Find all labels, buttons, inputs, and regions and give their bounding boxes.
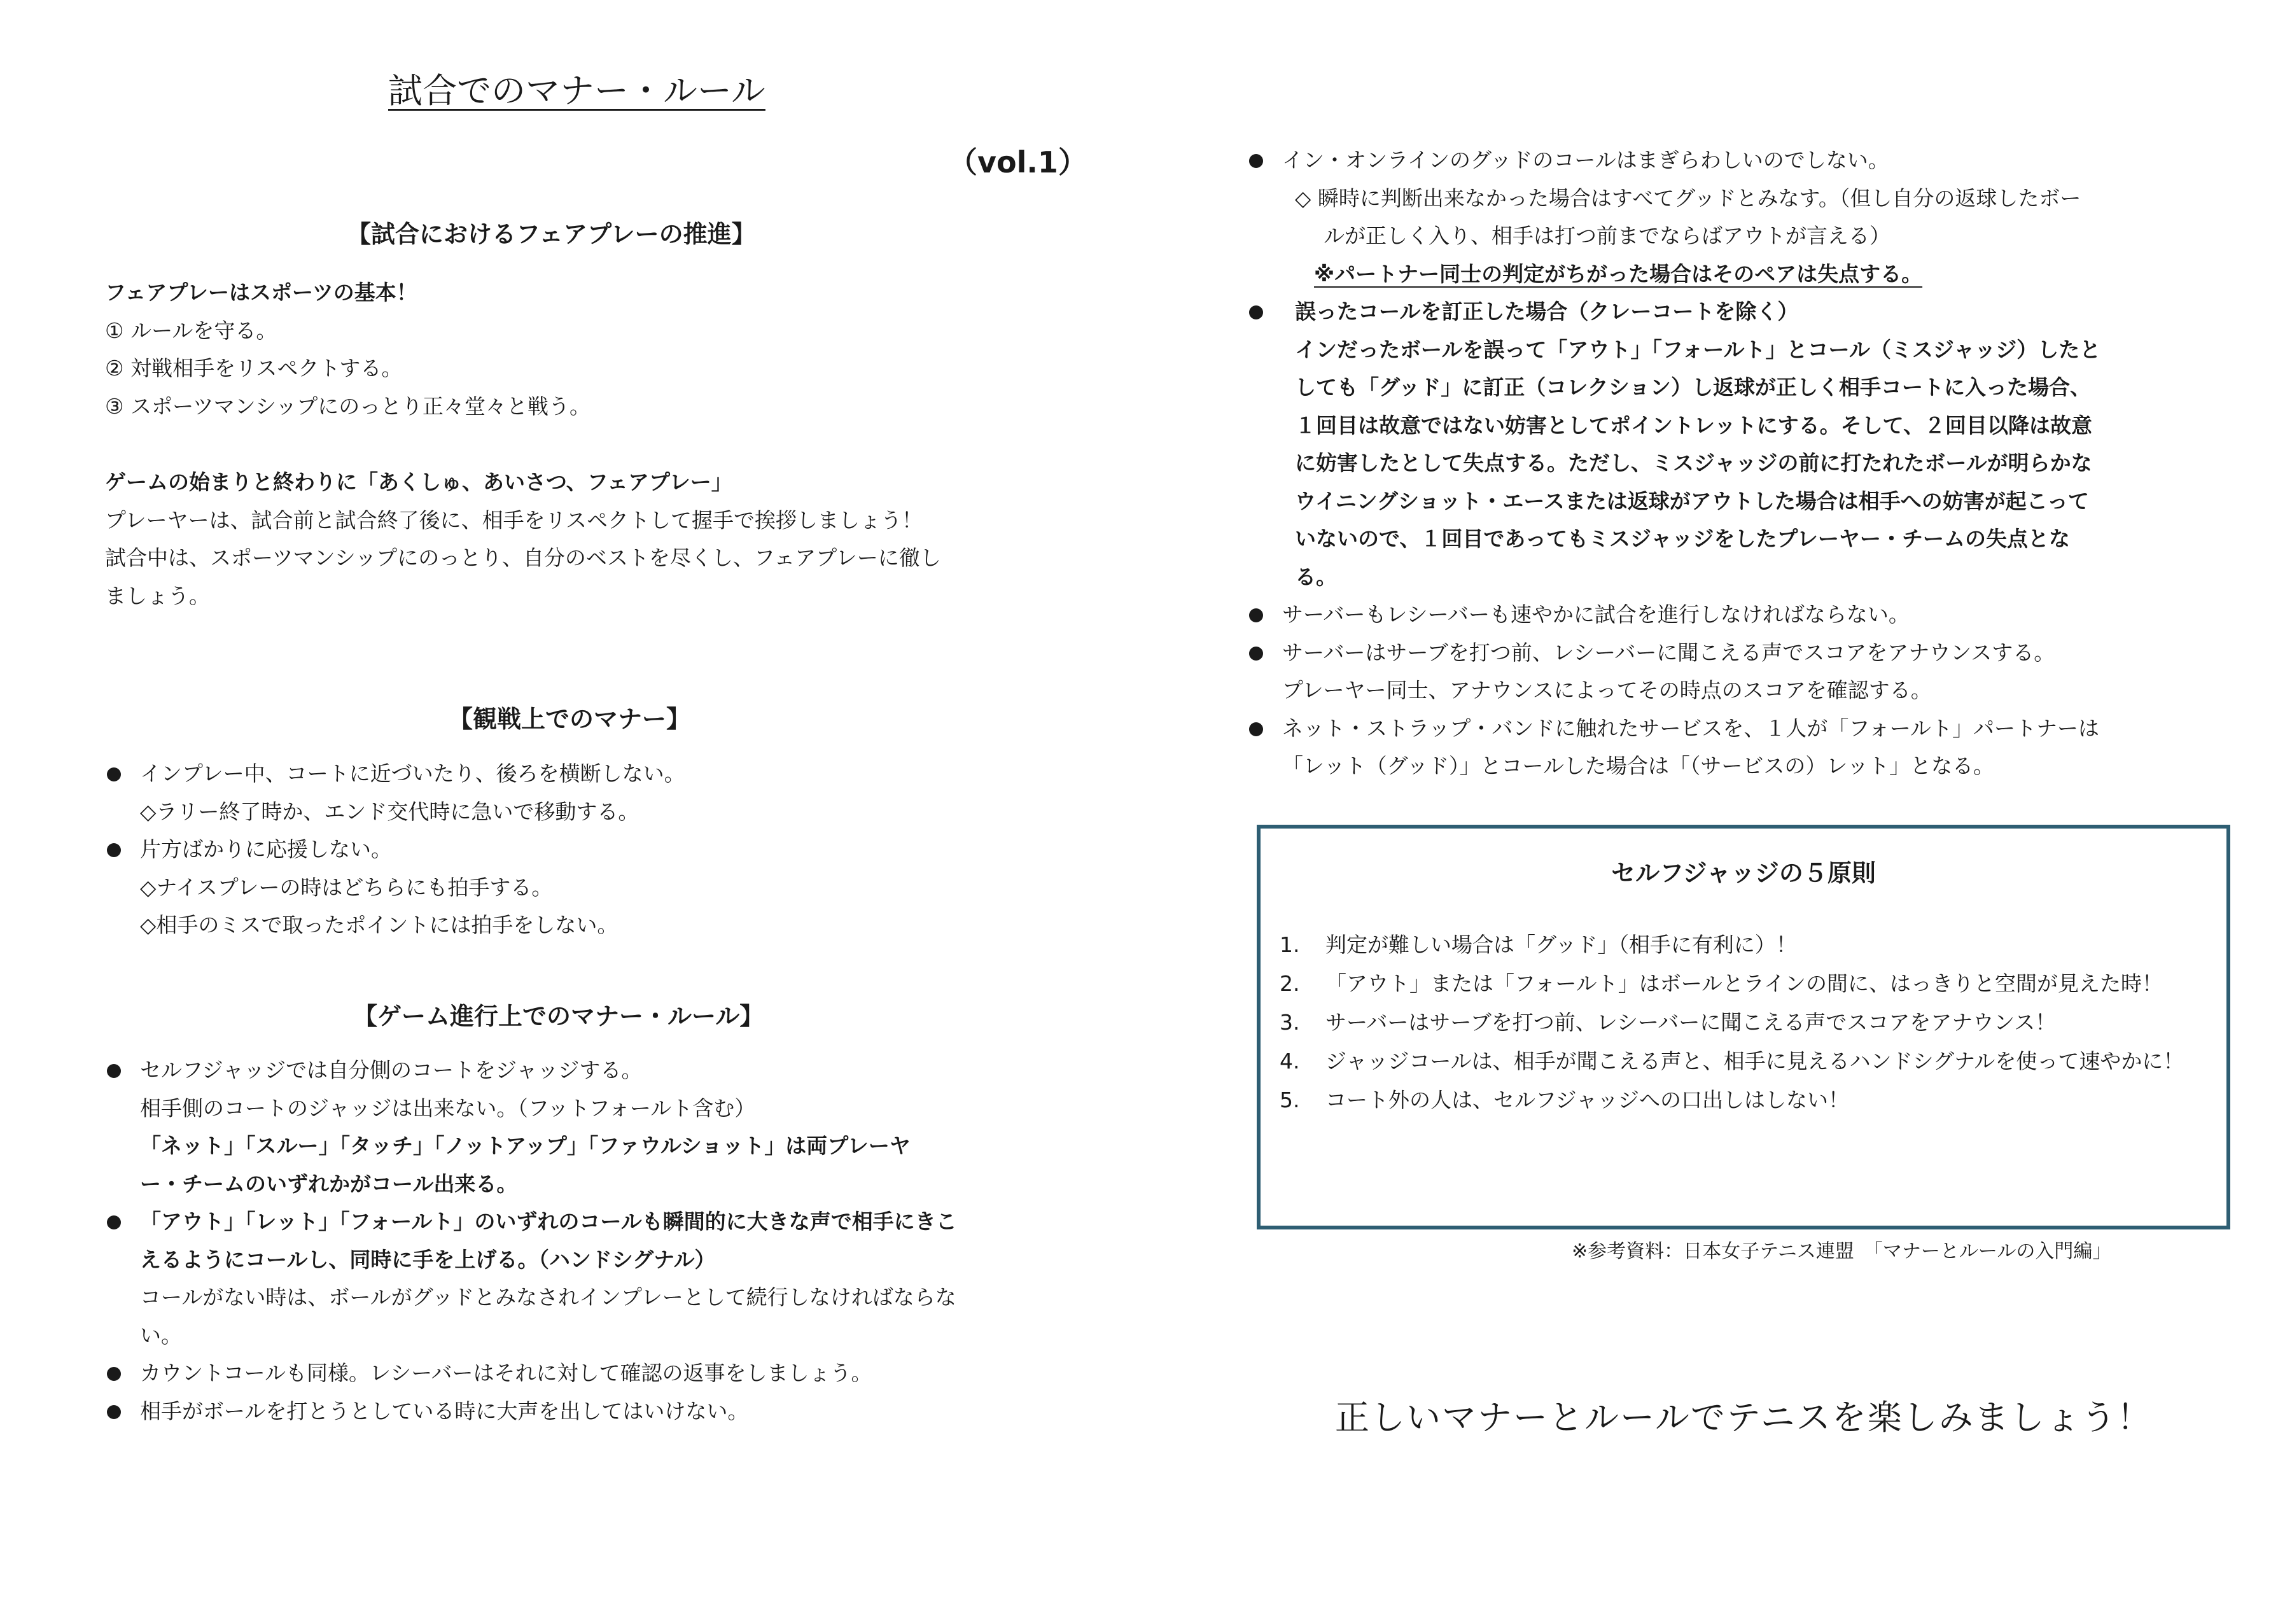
principle-number: 5. [1280,1088,1300,1112]
fairplay-item: ① ルールを守る。 [105,318,277,343]
spectator-note: ◇相手のミスで取ったポイントには拍手をしない。 [140,913,618,937]
right-line-bold: １回目は故意ではない妨害としてポイントレットにする。そして、２回目以降は故意 [1295,412,2093,438]
right-section [1247,141,2240,785]
spectator-bullet: インプレー中、コートに近づいたり、後ろを横断しない。 [105,755,1066,793]
principle-item [1280,925,2215,964]
spectator-note: ◇ナイスプレーの時はどちらにも拍手する。 [140,874,553,900]
principle-number: 4. [1280,1049,1300,1074]
spectator-bullet: 片方ばかりに応援しない。 [105,830,1066,869]
game-line: い。 [140,1322,182,1348]
principle-text: 判定が難しい場合は「グッド」（相手に有利に）！ [1325,932,1797,957]
right-bullet: サーバーもレシーバーも速やかに試合を進行しなければならない。 [1247,596,2240,634]
right-line-bold: に妨害したとして失点する。ただし、ミスジャッジの前に打たれたボールが明らかな [1295,451,2092,475]
spectator-note: ◇ラリー終了時か、エンド交代時に急いで移動する。 [140,799,639,824]
fairplay-item: ② 対戦相手をリスペクトする。 [105,356,403,381]
game-line-bold: ー・チームのいずれかがコール出来る。 [140,1171,518,1196]
principle-number: 2. [1280,971,1300,996]
game-line: コールがない時は、ボールがグッドとみなされインプレーとして続行しなければならな [140,1285,956,1310]
right-note: ルが正しく入り、相手は打つ前までならばアウトが言える） [1324,223,1890,248]
spectator-section [105,755,1066,944]
game-bullet: 相手がボールを打とうとしている時に大声を出してはいけない。 [105,1392,1066,1431]
game-line-bold: えるようにコールし、同時に手を上げる。（ハンドシグナル） [140,1247,716,1272]
game-bullet: セルフジャッジでは自分側のコートをジャッジする。 [105,1051,1066,1089]
fairplay-heading: 【試合におけるフェアプレーの推進】 [347,220,756,248]
game-heading: 【ゲーム進行上でのマナー・ルール】 [353,1002,764,1030]
principle-text: コート外の人は、セルフジャッジへの口出しはしない！ [1325,1088,1850,1112]
principle-item [1280,1042,2215,1081]
principles-heading: セルフジャッジの５原則 [1611,859,1876,887]
right-line: 「レット（グッド）」とコールした場合は「（サービスの）レット」となる。 [1282,753,1995,778]
principles-list [1280,925,2215,1119]
greeting-section [105,463,1066,615]
right-bullet: ネット・ストラップ・バンドに触れたサービスを、１人が「フォールト」パートナーは [1247,710,2240,748]
game-line: 相手側のコートのジャッジは出来ない。（フットフォールト含む） [140,1095,756,1121]
game-bullet-bold: 「アウト」「レット」「フォールト」のいずれのコールも瞬間的に大きな声で相手にきこ [105,1203,1066,1241]
principles-box [1257,825,2230,1229]
right-bullet: サーバーはサーブを打つ前、レシーバーに聞こえる声でスコアをアナウンスする。 [1247,634,2240,672]
principle-item [1280,1081,2215,1119]
right-line: プレーヤー同士、アナウンスによってその時点のスコアを確認する。 [1282,678,1932,703]
principle-text: 「アウト」または「フォールト」はボールとラインの間に、はっきりと空間が見えた時！ [1325,971,2163,996]
right-line-bold: しても「グッド」に訂正（コレクション）し返球が正しく相手コートに入った場合、 [1295,375,2092,400]
game-bullet: カウントコールも同様。レシーバーはそれに対して確認の返事をしましょう。 [105,1354,1066,1392]
greeting-line: 試合中は、スポーツマンシップにのっとり、自分のベストを尽くし、フェアプレーに徹し [105,545,941,570]
principle-item [1280,1003,2215,1042]
right-bullet-bold: 誤ったコールを訂正した場合（クレーコートを除く） [1247,293,2240,331]
volume-label: （vol.1） [948,145,1087,179]
right-bullet: イン・オンラインのグッドのコールはまぎらわしいのでしない。 [1247,141,2240,179]
principle-number: 1. [1280,932,1300,957]
principle-text: サーバーはサーブを打つ前、レシーバーに聞こえる声でスコアをアナウンス！ [1325,1010,2057,1035]
spectator-heading: 【観戦上でのマナー】 [449,705,691,733]
game-section [105,1051,1066,1430]
partner-rule: ※パートナー同士の判定がちがった場合はそのペアは失点する。 [1314,261,1923,286]
right-line-bold: インだったボールを誤って「アウト」「フォールト」とコール（ミスジャッジ）したと [1295,337,2101,362]
right-note: ◇ 瞬時に判断出来なかった場合はすべてグッドとみなす。（但し自分の返球したボー [1295,185,2081,211]
fairplay-subheading: フェアプレーはスポーツの基本！ [105,280,417,305]
principle-text: ジャッジコールは、相手が聞こえる声と、相手に見えるハンドシグナルを使って速やかに！ [1325,1049,2184,1074]
right-line-bold: ウイニングショット・エースまたは返球がアウトした場合は相手への妨害が起こって [1295,488,2090,514]
principle-item [1280,964,2215,1003]
right-line-bold: いないので、１回目であってもミスジャッジをしたプレーヤー・チームの失点とな [1295,526,2071,551]
greeting-line: プレーヤーは、試合前と試合終了後に、相手をリスペクトして握手で挨拶しましょう！ [105,507,923,533]
fairplay-item: ③ スポーツマンシップにのっとり正々堂々と戦う。 [105,393,590,419]
page-title: 試合でのマナー・ルール [388,71,765,111]
right-line-bold: る。 [1295,564,1337,589]
fairplay-section [105,274,1066,425]
reference-note: ※参考資料：日本女子テニス連盟 「マナーとルールの入門編」 [1572,1240,2112,1263]
greeting-heading: ゲームの始まりと終わりに「あくしゅ、あいさつ、フェアプレー」 [105,470,732,494]
greeting-line: ましょう。 [105,583,210,608]
closing-message: 正しいマナーとルールでテニスを楽しみましょう！ [1335,1397,2153,1438]
principle-number: 3. [1280,1010,1300,1035]
game-line-bold: 「ネット」「スルー」「タッチ」「ノットアップ」「ファウルショット」は両プレーヤ [140,1133,911,1158]
